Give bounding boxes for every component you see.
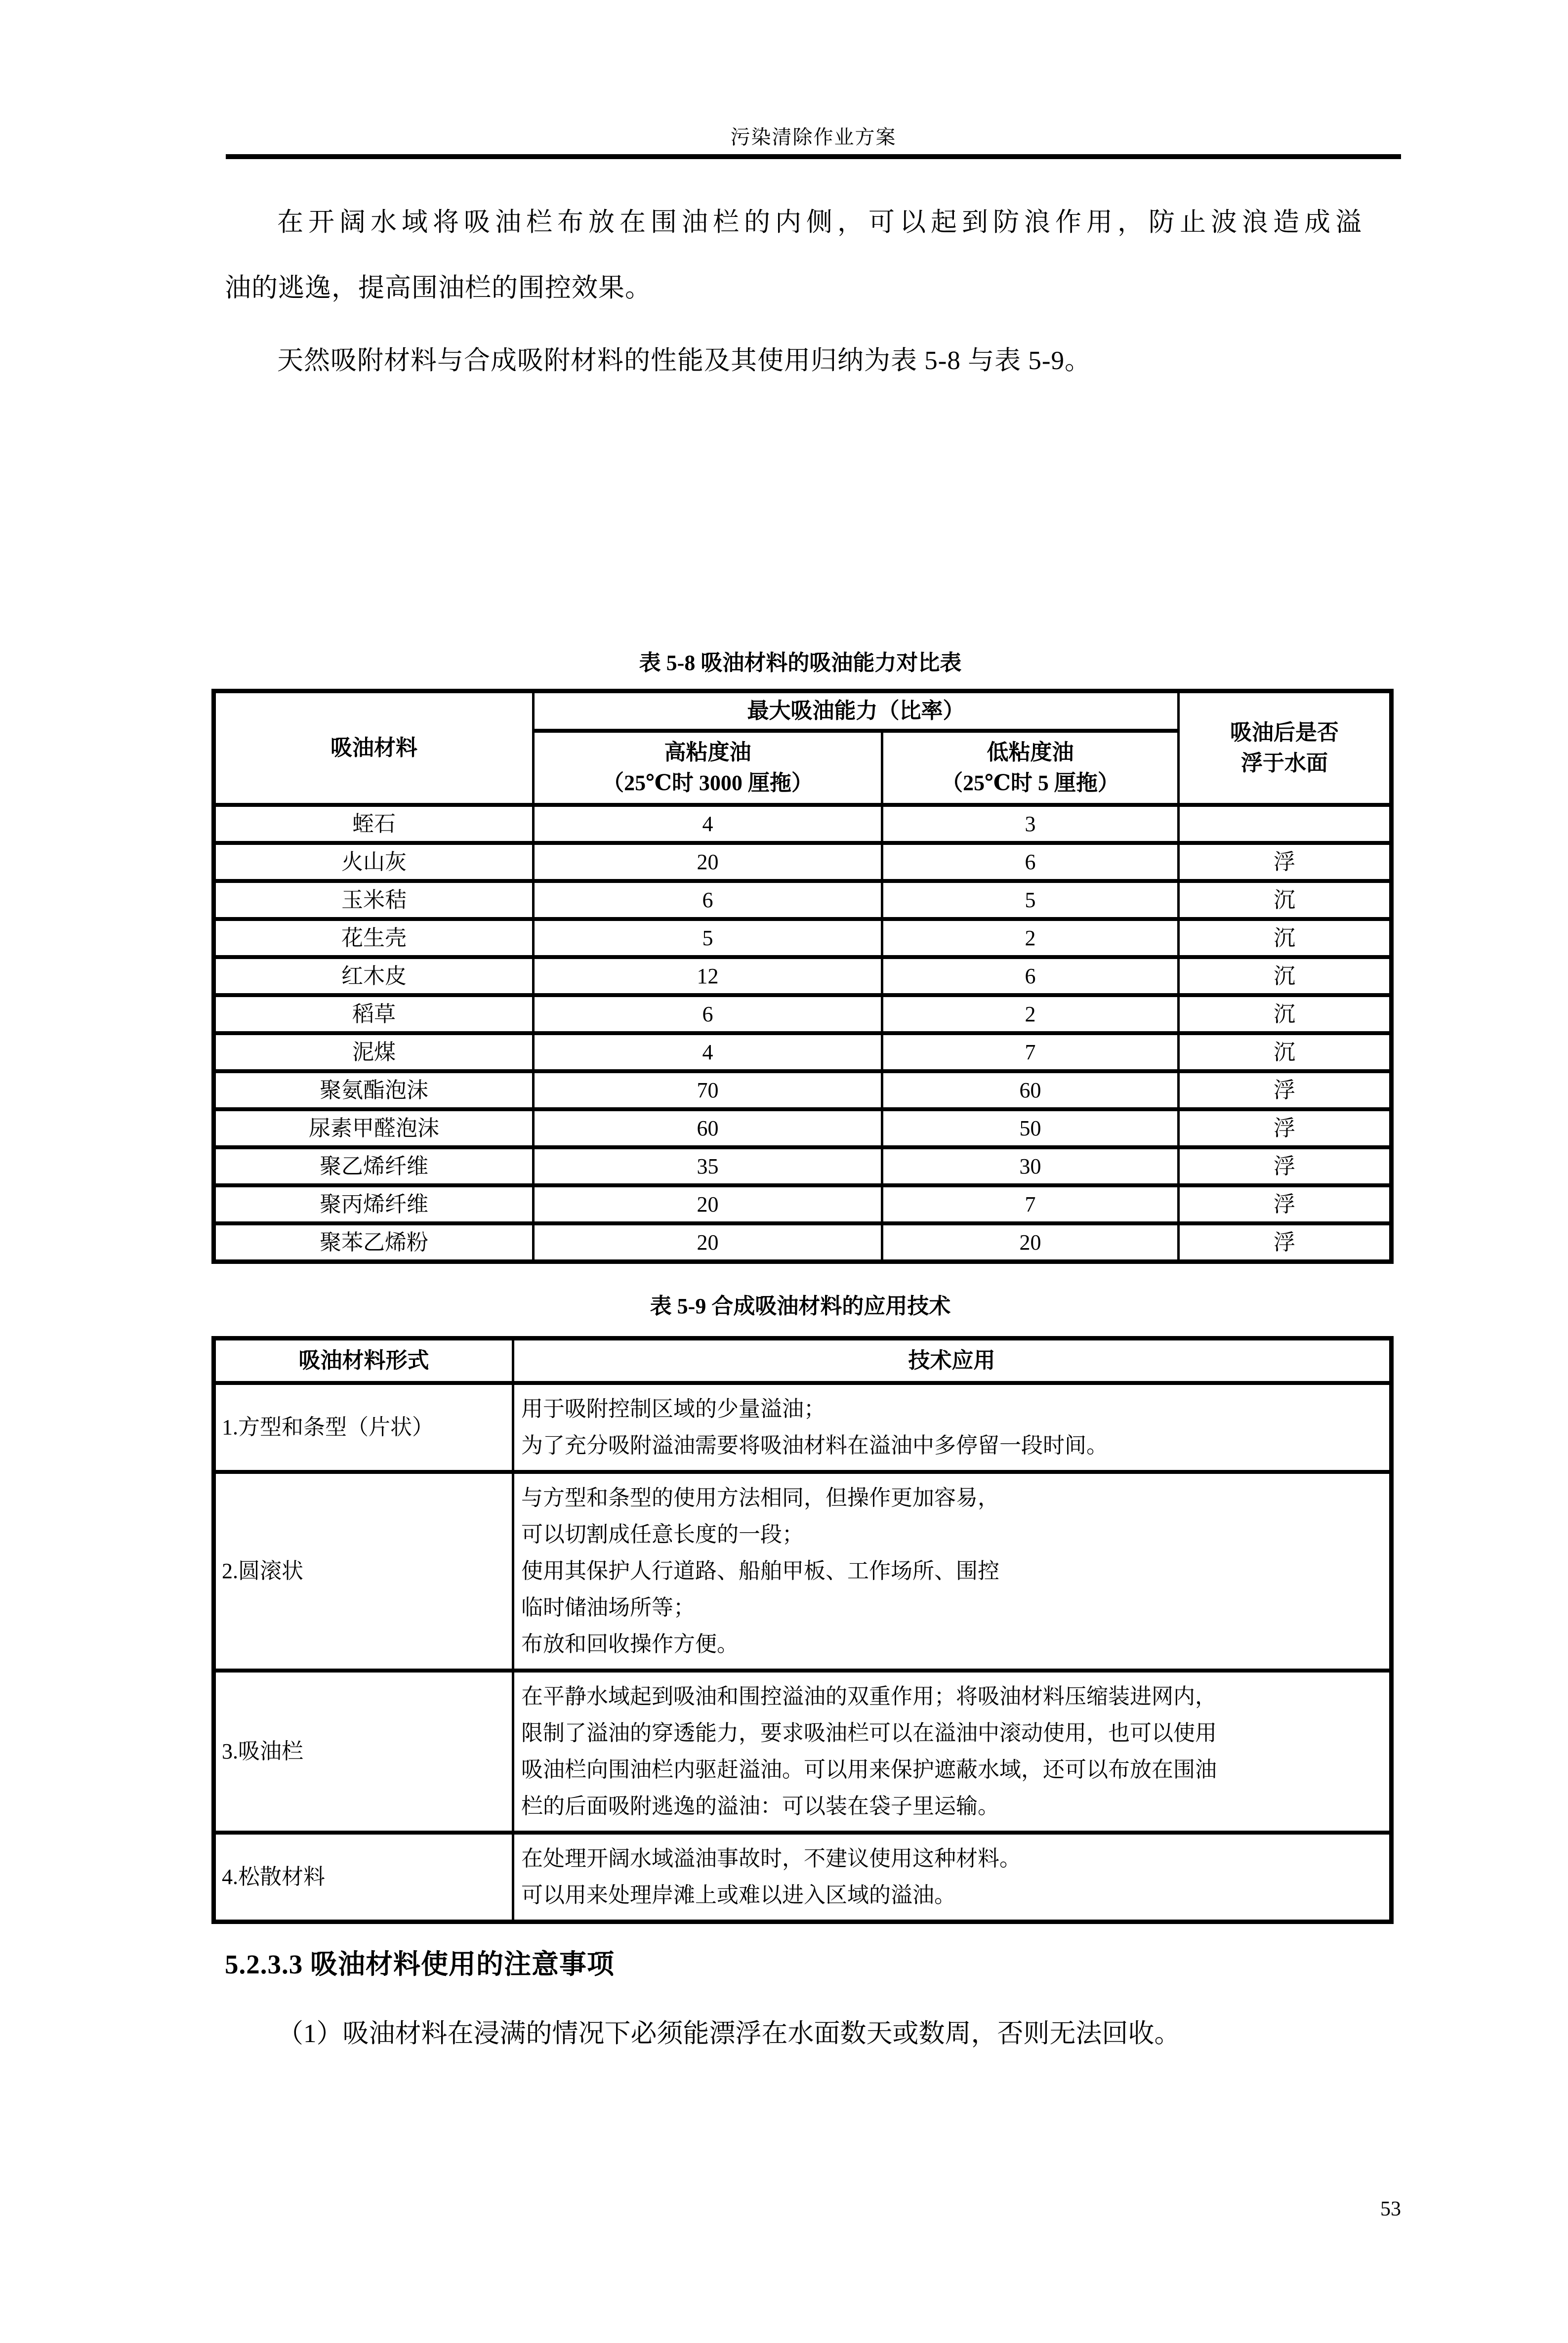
application-line: 为了充分吸附溢油需要将吸油材料在溢油中多停留一段时间。 [521,1433,1108,1458]
application-line: 用于吸附控制区域的少量溢油； [521,1397,825,1421]
header-low-line-1: 低粘度油 [987,740,1074,764]
cell-form: 1.方型和条型（片状） [214,1383,513,1472]
page-number: 53 [1380,2198,1401,2220]
table-row [214,1185,1392,1223]
cell-float: 浮 [1179,1109,1392,1147]
cell-material: 聚乙烯纤维 [214,1147,534,1185]
note-paragraph [225,2001,1401,2067]
cell-float: 浮 [1179,1071,1392,1109]
table-row [214,1833,1392,1922]
cell-low: 50 [882,1109,1179,1147]
paragraph-2: 天然吸附材料与合成吸附材料的性能及其使用归纳为表 5-8 与表 5-9。 [277,346,1092,375]
cell-material: 花生壳 [214,919,534,957]
cell-float: 浮 [1179,1147,1392,1185]
table-5-9-caption: 表 5-9 合成吸油材料的应用技术 [650,1294,951,1318]
cell-float: 浮 [1179,1185,1392,1223]
cell-high: 12 [534,957,882,995]
table-5-8-body [214,805,1392,1262]
header-cell-capacity-group: 最大吸油能力（比率） [534,691,1179,731]
cell-low: 2 [882,995,1179,1033]
cell-low: 7 [882,1033,1179,1071]
application-line: 栏的后面吸附逃逸的溢油：可以装在袋子里运输。 [521,1794,999,1818]
cell-low: 60 [882,1071,1179,1109]
cell-float: 沉 [1179,1033,1392,1071]
header-float-line-1: 吸油后是否 [1230,720,1339,745]
table-row [214,1147,1392,1185]
section-heading: 5.2.3.3 吸油材料使用的注意事项 [225,1949,615,1979]
page-header-title: 污染清除作业方案 [730,126,897,148]
cell-high: 60 [534,1109,882,1147]
cell-application [513,1383,1392,1472]
paragraph-1-line-1: 在开阔水域将吸油栏布放在围油栏的内侧，可以起到防浪作用，防止波浪造成溢 [277,208,1366,237]
cell-low: 20 [882,1223,1179,1262]
application-line: 吸油栏向围油栏内驱赶溢油。可以用来保护遮蔽水域，还可以布放在围油 [521,1757,1217,1782]
table-row [214,1071,1392,1109]
application-line: 可以切割成任意长度的一段； [521,1522,804,1547]
cell-high: 6 [534,881,882,919]
cell-low: 5 [882,881,1179,919]
cell-material: 聚丙烯纤维 [214,1185,534,1223]
cell-form: 4.松散材料 [214,1833,513,1922]
header-float-line-2: 浮于水面 [1241,751,1328,775]
cell-material: 聚苯乙烯粉 [214,1223,534,1262]
header-cell-high-viscosity [534,731,882,805]
cell-material: 红木皮 [214,957,534,995]
cell-material: 尿素甲醛泡沫 [214,1109,534,1147]
paragraph-1-line-2: 油的逃逸，提高围油栏的围控效果。 [225,274,652,302]
cell-low: 3 [882,805,1179,843]
cell-float: 沉 [1179,919,1392,957]
header-cell-form: 吸油材料形式 [214,1339,513,1383]
cell-form: 2.圆滚状 [214,1472,513,1671]
cell-float: 沉 [1179,881,1392,919]
header-rule [226,154,1401,159]
table-row [214,1472,1392,1671]
application-line: 可以用来处理岸滩上或难以进入区域的溢油。 [521,1883,956,1907]
paragraph-1 [225,190,1401,321]
application-line: 临时储油场所等； [521,1595,695,1620]
table-row [214,995,1392,1033]
header-cell-material: 吸油材料 [214,691,534,805]
header-cell-low-viscosity [882,731,1179,805]
application-line: 与方型和条型的使用方法相同，但操作更加容易， [521,1486,999,1510]
cell-application [513,1671,1392,1833]
table-row [214,1109,1392,1147]
table-row [214,919,1392,957]
cell-float: 沉 [1179,995,1392,1033]
table-5-9 [211,1336,1394,1924]
cell-low: 2 [882,919,1179,957]
header-high-line-2: （25℃时 3000 厘拖） [602,771,813,795]
table-row [214,1671,1392,1833]
table-row [214,1383,1392,1472]
table-5-8-caption: 表 5-8 吸油材料的吸油能力对比表 [639,651,962,675]
header-high-line-1: 高粘度油 [664,740,751,764]
cell-high: 20 [534,1223,882,1262]
cell-low: 6 [882,843,1179,881]
table-5-9-header [214,1339,1392,1383]
cell-low: 7 [882,1185,1179,1223]
cell-material: 蛭石 [214,805,534,843]
cell-material: 玉米秸 [214,881,534,919]
cell-high: 20 [534,843,882,881]
application-line: 在平静水域起到吸油和围控溢油的双重作用；将吸油材料压缩装进网内， [521,1684,1217,1709]
cell-high: 5 [534,919,882,957]
header-low-line-2: （25℃时 5 厘拖） [941,771,1119,795]
cell-float: 沉 [1179,957,1392,995]
table-row [214,1033,1392,1071]
application-line: 限制了溢油的穿透能力，要求吸油栏可以在溢油中滚动使用，也可以使用 [521,1721,1217,1745]
document-page [0,125,1568,2343]
cell-high: 6 [534,995,882,1033]
table-5-8-header [214,691,1392,805]
table-row [214,1339,1392,1383]
note-text: （1）吸油材料在浸满的情况下必须能漂浮在水面数天或数周，否则无法回收。 [277,2019,1181,2048]
cell-form: 3.吸油栏 [214,1671,513,1833]
cell-material: 火山灰 [214,843,534,881]
table-row [214,691,1392,731]
application-line: 在处理开阔水域溢油事故时，不建议使用这种材料。 [521,1846,1021,1871]
cell-material: 聚氨酯泡沫 [214,1071,534,1109]
cell-float: 浮 [1179,1223,1392,1262]
cell-high: 4 [534,1033,882,1071]
cell-low: 6 [882,957,1179,995]
cell-high: 70 [534,1071,882,1109]
table-row [214,843,1392,881]
cell-float: 浮 [1179,843,1392,881]
table-row [214,1223,1392,1262]
cell-material: 稻草 [214,995,534,1033]
cell-float [1179,805,1392,843]
cell-material: 泥煤 [214,1033,534,1071]
table-row [214,805,1392,843]
cell-high: 4 [534,805,882,843]
table-5-9-body [214,1383,1392,1922]
application-line: 布放和回收操作方便。 [521,1632,739,1656]
table-row [214,957,1392,995]
cell-low: 30 [882,1147,1179,1185]
table-5-8 [211,689,1394,1264]
cell-application [513,1472,1392,1671]
table-row [214,881,1392,919]
cell-application [513,1833,1392,1922]
cell-high: 35 [534,1147,882,1185]
header-cell-float [1179,691,1392,805]
header-cell-application: 技术应用 [513,1339,1392,1383]
cell-high: 20 [534,1185,882,1223]
application-line: 使用其保护人行道路、船舶甲板、工作场所、围控 [521,1559,999,1583]
